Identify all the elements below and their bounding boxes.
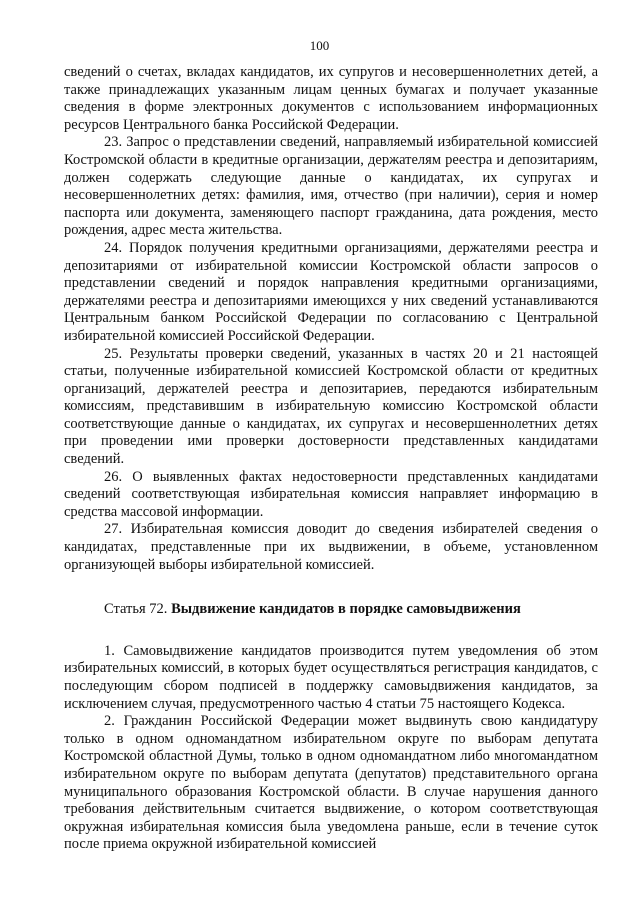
article-paragraph-1: 1. Самовыдвижение кандидатов производится путем уведомления об этом избирательных комиссий, в которых будет осуществляться регистрация кандидатов, с последующим сбором подписей в поддержку самовыдвижения кандидатов, за исключением случая, предусмотренного частью 4 статьи 75 настоящего Кодекса. xyxy=(64,642,598,712)
page-number: 100 xyxy=(309,38,330,53)
paragraph-25: 25. Результаты проверки сведений, указанных в частях 20 и 21 настоящей статьи, полученные избирательной комиссией Костромской области от кредитных организаций, держателей реестра и депозитариев, передаются избирательным комиссиям, представившим в избирательную комиссию Костромской области соответствующие данные о кандидатах, их супругах и несовершеннолетних детях при проведении ими проверки достоверности представленных кандидатами сведений. xyxy=(64,345,598,468)
article-heading xyxy=(64,601,598,619)
article-number: Статья 72. xyxy=(104,601,172,618)
paragraph-23: 23. Запрос о представлении сведений, направляемый избирательной комиссией Костромской области в кредитные организации, держателям реестра и депозитариям, должен содержать следующие данные о кандидатах, их супругах и несовершеннолетних детях: фамилия, имя, отчество (при наличии), серия и номер паспорта или документа, заменяющего паспорт гражданина, дата рождения, место рождения, адрес места жительства. xyxy=(64,134,598,239)
article-title: Выдвижение кандидатов в порядке самовыдвижения xyxy=(171,601,521,618)
paragraph-26: 26. О выявленных фактах недостоверности представленных кандидатами сведений соответствующая избирательная комиссия направляет информацию в средства массовой информации. xyxy=(64,468,598,520)
article-paragraph-2: 2. Гражданин Российской Федерации может выдвинуть свою кандидатуру только в одном одномандатном избирательном округе по выборам депутата Костромской областной Думы, только в одном одномандатном либо многомандатном избирательном округе по выборам депутата (депутатов) представительного органа муниципального образования Костромской области. В случае нарушения данного требования действительным считается выдвижение, о котором соответствующая окружная избирательная комиссия была уведомлена раньше, если в течение суток после приема окружной избирательной комиссией xyxy=(64,713,598,853)
paragraph-24: 24. Порядок получения кредитными организациями, держателями реестра и депозитариями от избирательной комиссии Костромской области запросов о представлении сведений и порядок направления кредитными организациями, держателями реестра и депозитариями имеющихся у них сведений устанавливаются Центральным банком Российской Федерации по согласованию с Центральной избирательной комиссией Российской Федерации. xyxy=(64,239,598,344)
document-body xyxy=(64,64,598,854)
paragraph-continuation: сведений о счетах, вкладах кандидатов, их супругов и несовершеннолетних детей, а также принадлежащих указанным лицам ценных бумагах и получает указанные сведения в форме электронных документов с использованием информационных ресурсов Центрального банка Российской Федерации. xyxy=(64,64,598,133)
paragraph-27: 27. Избирательная комиссия доводит до сведения избирателей сведения о кандидатах, представленные при их выдвижении, в объеме, установленном организующей выборы избирательной комиссией. xyxy=(64,521,598,573)
